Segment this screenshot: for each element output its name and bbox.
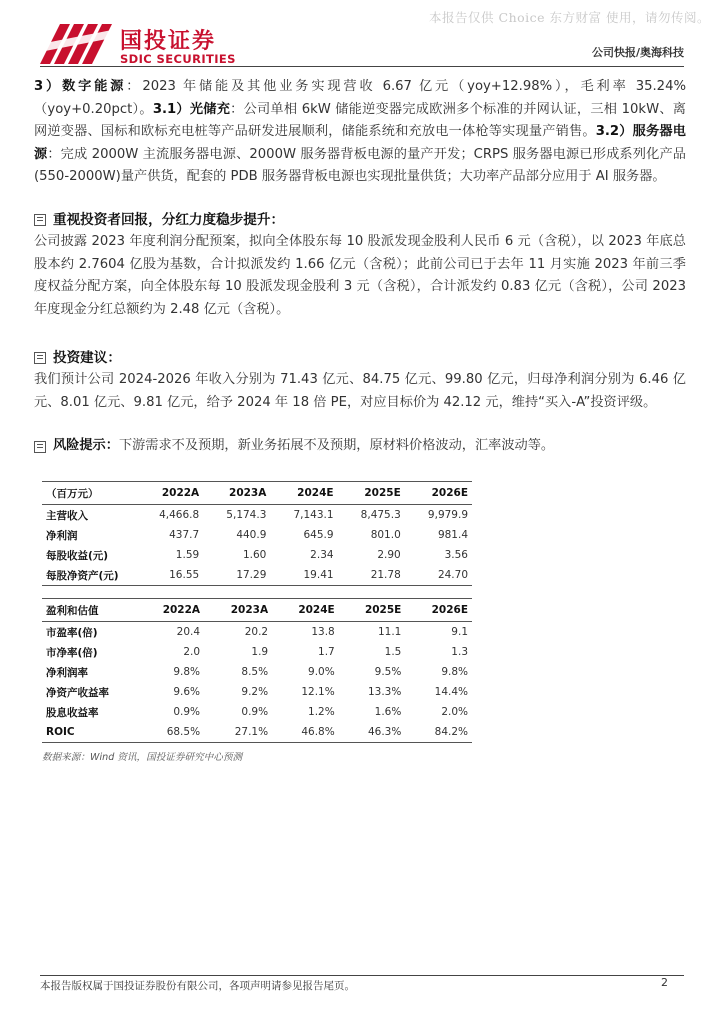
value-cell: 9.2% — [241, 686, 269, 699]
row-label-cell: 每股净资产(元) — [42, 565, 136, 586]
logo-english-name: SDIC SECURITIES — [120, 52, 236, 66]
table-header-cell: 2024E — [272, 599, 339, 622]
table-header-cell: 2022A — [136, 482, 203, 505]
valuation-table — [42, 598, 472, 743]
row-label-cell: 主营收入 — [46, 509, 88, 522]
value-cell: 645.9 — [303, 529, 334, 542]
value-cell: 1.6% — [374, 706, 402, 719]
value-cell: 1.5 — [384, 646, 402, 659]
table-header-cell: 2023A — [204, 599, 272, 622]
document-tag: 公司快报/奥海科技 — [591, 46, 684, 59]
table-row — [42, 642, 472, 662]
server-power-subhead: 3.2）服务器电源 — [34, 124, 686, 162]
value-cell: 20.4 — [176, 626, 201, 639]
investment-section — [34, 347, 686, 414]
financial-summary-table — [42, 481, 472, 586]
value-cell: 11.1 — [377, 626, 402, 639]
value-cell: 9.8% — [173, 666, 201, 679]
table-header-cell: 2025E — [338, 482, 405, 505]
investment-body: 我们预计公司 2024-2026 年收入分别为 71.43 亿元、84.75 亿元、99.80 亿元，归母净利润分别为 6.46 亿元、8.01 亿元、9.81 亿元，给予 2024 年 18 倍 PE，对应目标价为 42.12 元，维持“买入-A”投资评级。 — [34, 372, 686, 410]
dividend-heading — [34, 209, 686, 231]
digital-energy-paragraph — [34, 76, 686, 189]
table-header-cell: 2024E — [270, 482, 337, 505]
row-label-cell: 股息收益率 — [46, 706, 99, 719]
table-header-cell: 2026E — [405, 482, 472, 505]
table-row — [42, 565, 472, 586]
investment-title: 投资建议： — [53, 350, 121, 367]
value-cell: 84.2% — [405, 722, 472, 743]
value-cell: 20.2 — [244, 626, 269, 639]
value-cell: 5,174.3 — [226, 509, 267, 522]
value-cell: 2.0% — [441, 706, 468, 719]
row-label-cell: 净资产收益率 — [46, 686, 109, 699]
footer-divider — [40, 975, 684, 976]
value-cell: 1.9 — [251, 646, 269, 659]
table-row — [42, 682, 472, 702]
table-header-cell: 2026E — [405, 599, 472, 622]
value-cell: 9,979.9 — [427, 509, 468, 522]
value-cell: 2.34 — [310, 549, 334, 562]
risk-paragraph — [53, 435, 554, 458]
table-row — [42, 525, 472, 545]
dividend-title: 重视投资者回报，分红力度稳步提升： — [53, 211, 285, 228]
value-cell: 16.55 — [136, 565, 203, 586]
table-row — [42, 662, 472, 682]
value-cell: 1.3 — [451, 646, 468, 659]
risk-section — [34, 435, 686, 458]
value-cell: 13.8 — [311, 626, 335, 639]
value-cell: 14.4% — [434, 686, 468, 699]
digital-energy-text-1: ：2023 年储能及其他业务实现营收 6.67 亿元（yoy+12.98%），毛利率 35.24%（yoy+0.20pct）。 — [34, 79, 686, 117]
value-cell: 1.2% — [308, 706, 335, 719]
row-label-cell: 净利润率 — [46, 666, 88, 679]
value-cell: 46.3% — [339, 722, 406, 743]
risk-line — [34, 435, 686, 458]
logo-chinese-name: 国投证券 — [120, 29, 217, 54]
table-header-cell: 盈利和估值 — [42, 599, 136, 622]
table-row — [42, 622, 472, 643]
row-label-cell: 市净率(倍) — [46, 646, 98, 659]
value-cell: 2.0 — [183, 646, 201, 659]
watermark: 本报告仅供 Choice 东方财富 使用，请勿传阅。 — [429, 10, 710, 25]
value-cell: 0.9% — [173, 706, 201, 719]
list-square-icon — [34, 352, 46, 364]
list-square-icon — [34, 441, 46, 453]
page-number: 2 — [661, 976, 668, 989]
value-cell: 13.3% — [367, 686, 402, 699]
value-cell: 1.7 — [318, 646, 335, 659]
value-cell: 7,143.1 — [293, 509, 334, 522]
value-cell: 4,466.8 — [159, 509, 200, 522]
row-label-cell: 净利润 — [46, 529, 78, 542]
value-cell: 8,475.3 — [360, 509, 401, 522]
dividend-body: 公司披露 2023 年度利润分配预案，拟向全体股东每 10 股派发现金股利人民币 6 元（含税），以 2023 年底总股本约 2.7604 亿股为基数，合计拟派发约 1.66 亿元（含税）；此前公司已于去年 11 月实施 2023 年前三季度权益分配方案，向全体股东每 10 股派发现金股利 3 元（含税），合计派发约 0.83 亿元（含税），公司 2023 年度现金分红总额约为 2.48 亿元（含税）。 — [34, 233, 686, 317]
row-label-cell: ROIC — [42, 722, 136, 743]
value-cell: 801.0 — [370, 529, 401, 542]
value-cell: 17.29 — [203, 565, 270, 586]
diagonal-stripes-logo-icon — [40, 24, 112, 64]
value-cell: 2.90 — [377, 549, 401, 562]
value-cell: 0.9% — [241, 706, 269, 719]
table-header-cell: 2023A — [203, 482, 270, 505]
storage-subhead: 3.1）光储充 — [152, 101, 231, 117]
value-cell: 19.41 — [270, 565, 337, 586]
value-cell: 1.60 — [242, 549, 267, 562]
digital-energy-text-3: ：完成 2000W 主流服务器电源、2000W 服务器背板电源的量产开发；CRPS 服务器电源已形成系列化产品(550-2000W)量产供货，配套的 PDB 服务器背板电源也实现批量供货；大功率产品部分应用于 AI 服务器。 — [34, 146, 686, 185]
value-cell: 24.70 — [405, 565, 472, 586]
value-cell: 9.6% — [173, 686, 201, 699]
data-source-note: 数据来源：Wind 资讯，国投证券研究中心预测 — [42, 752, 243, 764]
table-header-cell: （百万元） — [42, 482, 136, 505]
value-cell: 1.59 — [175, 549, 200, 562]
value-cell: 437.7 — [169, 529, 200, 542]
value-cell: 8.5% — [241, 666, 269, 679]
row-label-cell: 市盈率(倍) — [46, 626, 98, 639]
digital-energy-text-2: ：公司单相 6kW 储能逆变器完成欧洲多个标准的并网认证，三相 10kW、离网逆变器、国标和欧标充电桩等产品研发进展顺利，储能系统和充放电一体枪等实现量产销售。 — [34, 101, 686, 140]
company-logo — [40, 22, 240, 66]
list-square-icon — [34, 214, 46, 226]
value-cell: 981.4 — [437, 529, 468, 542]
table-row — [42, 702, 472, 722]
table-header-row — [42, 482, 472, 505]
investment-heading — [34, 347, 686, 369]
table-row — [42, 545, 472, 565]
header-divider — [40, 66, 684, 67]
value-cell: 9.5% — [374, 666, 402, 679]
report-body — [34, 76, 686, 763]
value-cell: 9.1 — [451, 626, 468, 639]
table-header-cell: 2022A — [136, 599, 204, 622]
dividend-section — [34, 209, 686, 321]
value-cell: 46.8% — [272, 722, 339, 743]
risk-body: 下游需求不及预期，新业务拓展不及预期，原材料价格波动，汇率波动等。 — [118, 437, 555, 453]
value-cell: 21.78 — [338, 565, 405, 586]
table-header-row — [42, 599, 472, 622]
value-cell: 9.0% — [308, 666, 335, 679]
risk-title: 风险提示： — [53, 437, 119, 453]
value-cell: 12.1% — [301, 686, 335, 699]
value-cell: 9.8% — [441, 666, 468, 679]
digital-energy-lead: 3）数字能源 — [34, 79, 127, 94]
value-cell: 27.1% — [204, 722, 272, 743]
value-cell: 68.5% — [136, 722, 204, 743]
table-row — [42, 722, 472, 743]
value-cell: 3.56 — [444, 549, 468, 562]
table-row — [42, 505, 472, 526]
value-cell: 440.9 — [236, 529, 267, 542]
copyright-notice: 本报告版权属于国投证券股份有限公司，各项声明请参见报告尾页。 — [40, 980, 355, 992]
row-label-cell: 每股收益(元) — [46, 549, 109, 562]
table-header-cell: 2025E — [339, 599, 406, 622]
